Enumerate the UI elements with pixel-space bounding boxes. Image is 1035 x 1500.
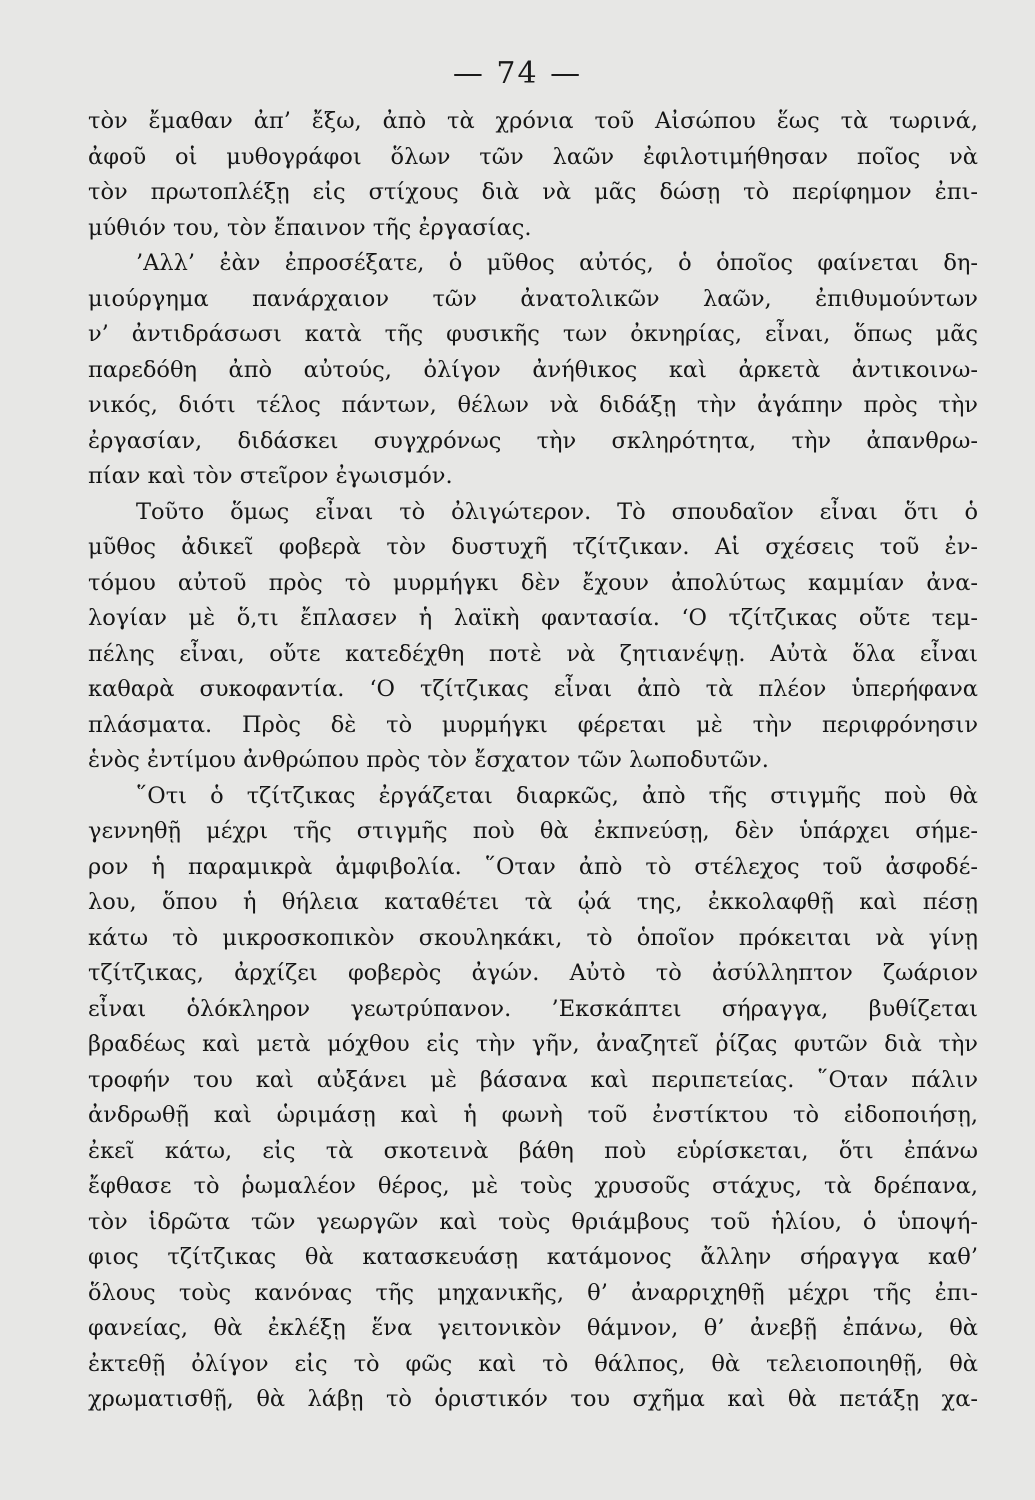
text-line: εἶναι ὁλόκληρον γεωτρύπανον. ’Εκσκάπτει σήραγγα, βυθίζεται: [88, 995, 978, 1022]
text-line: ἐργασίαν, διδάσκει συγχρόνως τὴν σκληρότητα, τὴν ἀπανθρω-: [88, 427, 978, 454]
text-line: ἔφθασε τὸ ῥωμαλέον θέρος, μὲ τοὺς χρυσοῦς στάχυς, τὰ δρέπανα,: [88, 1173, 978, 1199]
text-line: λου, ὅπου ἡ θήλεια καταθέτει τὰ ᾠά της, ἐκκολαφθῇ καὶ πέσῃ: [88, 889, 978, 915]
text-line: ῞Οτι ὁ τζίτζικας ἐργάζεται διαρκῶς, ἀπὸ τῆς στιγμῆς ποὺ θὰ: [136, 782, 978, 809]
text-line: γεννηθῇ μέχρι τῆς στιγμῆς ποὺ θὰ ἐκπνεύσῃ, δὲν ὑπάρχει σήμε-: [88, 818, 978, 844]
text-line: χρωματισθῇ, θὰ λάβῃ τὸ ὁριστικόν του σχῆμα καὶ θὰ πετάξῃ χα-: [88, 1386, 978, 1412]
text-line: φιος τζίτζικας θὰ κατασκευάσῃ κατάμονος ἄλλην σήραγγα καθ’: [88, 1244, 978, 1270]
text-line: τὸν ἱδρῶτα τῶν γεωργῶν καὶ τοὺς θριάμβους τοῦ ἡλίου, ὁ ὑποψή-: [88, 1208, 978, 1235]
text-line: τόμου αὐτοῦ πρὸς τὸ μυρμήγκι δὲν ἔχουν ἀπολύτως καμμίαν ἀνα-: [88, 569, 978, 596]
text-line: κάτω τὸ μικροσκοπικὸν σκουληκάκι, τὸ ὁποῖον πρόκειται νὰ γίνῃ: [88, 924, 978, 951]
text-line: ὅλους τοὺς κανόνας τῆς μηχανικῆς, θ’ ἀναρριχηθῇ μέχρι τῆς ἐπι-: [88, 1279, 978, 1306]
text-line: πέλης εἶναι, οὔτε κατεδέχθη ποτὲ νὰ ζητιανέψῃ. Αὐτὰ ὅλα εἶναι: [88, 640, 978, 667]
text-line: ν’ ἀντιδράσωσι κατὰ τῆς φυσικῆς των ὀκνηρίας, εἶναι, ὅπως μᾶς: [88, 321, 978, 347]
text-line: ρον ἡ παραμικρὰ ἀμφιβολία. ῞Οταν ἀπὸ τὸ στέλεχος τοῦ ἀσφοδέ-: [88, 853, 978, 880]
text-line: φανείας, θὰ ἐκλέξῃ ἕνα γειτονικὸν θάμνον, θ’ ἀνεβῇ ἐπάνω, θὰ: [88, 1315, 978, 1341]
text-line: τζίτζικας, ἀρχίζει φοβερὸς ἀγών. Αὐτὸ τὸ ἀσύλληπτον ζωάριον: [88, 960, 978, 986]
text-line: πλάσματα. Πρὸς δὲ τὸ μυρμήγκι φέρεται μὲ τὴν περιφρόνησιν: [88, 711, 978, 738]
text-line: παρεδόθη ἀπὸ αὐτούς, ὀλίγον ἀνήθικος καὶ ἀρκετὰ ἀντικοινω-: [88, 356, 978, 383]
text-line: μῦθος ἀδικεῖ φοβερὰ τὸν δυστυχῆ τζίτζικαν. Αἱ σχέσεις τοῦ ἐν-: [88, 534, 978, 560]
text-line: τὸν ἔμαθαν ἀπ’ ἔξω, ἀπὸ τὰ χρόνια τοῦ Αἰσώπου ἕως τὰ τωρινά,: [88, 108, 978, 134]
text-line: πίαν καὶ τὸν στεῖρον ἐγωισμόν.: [88, 463, 453, 489]
text-line: Τοῦτο ὅμως εἶναι τὸ ὀλιγώτερον. Τὸ σπουδαῖον εἶναι ὅτι ὁ: [136, 498, 978, 525]
text-line: τὸν πρωτοπλέξῃ εἰς στίχους διὰ νὰ μᾶς δώσῃ τὸ περίφημον ἐπι-: [88, 179, 978, 205]
text-line: τροφήν του καὶ αὐξάνει μὲ βάσανα καὶ περιπετείας. ῞Οταν πάλιν: [88, 1066, 978, 1093]
text-line: νικός, διότι τέλος πάντων, θέλων νὰ διδάξῃ τὴν ἀγάπην πρὸς τὴν: [88, 392, 978, 418]
text-line: μύθιόν του, τὸν ἔπαινον τῆς ἐργασίας.: [88, 214, 532, 241]
text-line: μιούργημα πανάρχαιον τῶν ἀνατολικῶν λαῶν, ἐπιθυμούντων: [88, 285, 978, 312]
text-line: ἐκεῖ κάτω, εἰς τὰ σκοτεινὰ βάθη ποὺ εὑρίσκεται, ὅτι ἐπάνω: [88, 1137, 978, 1164]
text-line: ἐκτεθῇ ὀλίγον εἰς τὸ φῶς καὶ τὸ θάλπος, θὰ τελειοποιηθῇ, θὰ: [88, 1350, 978, 1377]
text-line: ἀνδρωθῇ καὶ ὡριμάσῃ καὶ ἡ φωνὴ τοῦ ἐνστίκτου τὸ εἰδοποιήσῃ,: [88, 1102, 978, 1128]
text-line: λογίαν μὲ ὅ,τι ἔπλασεν ἡ λαϊκὴ φαντασία. ‘Ο τζίτζικας οὔτε τεμ-: [88, 605, 978, 631]
text-line: βραδέως καὶ μετὰ μόχθου εἰς τὴν γῆν, ἀναζητεῖ ῥίζας φυτῶν διὰ τὴν: [88, 1031, 978, 1057]
text-line: ’Αλλ’ ἐὰν ἐπροσέξατε, ὁ μῦθος αὐτός, ὁ ὁποῖος φαίνεται δη-: [136, 250, 978, 276]
text-line: καθαρὰ συκοφαντία. ‘Ο τζίτζικας εἶναι ἀπὸ τὰ πλέον ὑπερήφανα: [88, 676, 978, 702]
body-text: [88, 104, 978, 1418]
text-line: ἀφοῦ οἱ μυθογράφοι ὅλων τῶν λαῶν ἐφιλοτιμήθησαν ποῖος νὰ: [88, 143, 978, 170]
page-number: — 74 —: [452, 56, 583, 91]
text-line: ἑνὸς ἐντίμου ἀνθρώπου πρὸς τὸν ἔσχατον τῶν λωποδυτῶν.: [88, 747, 769, 773]
